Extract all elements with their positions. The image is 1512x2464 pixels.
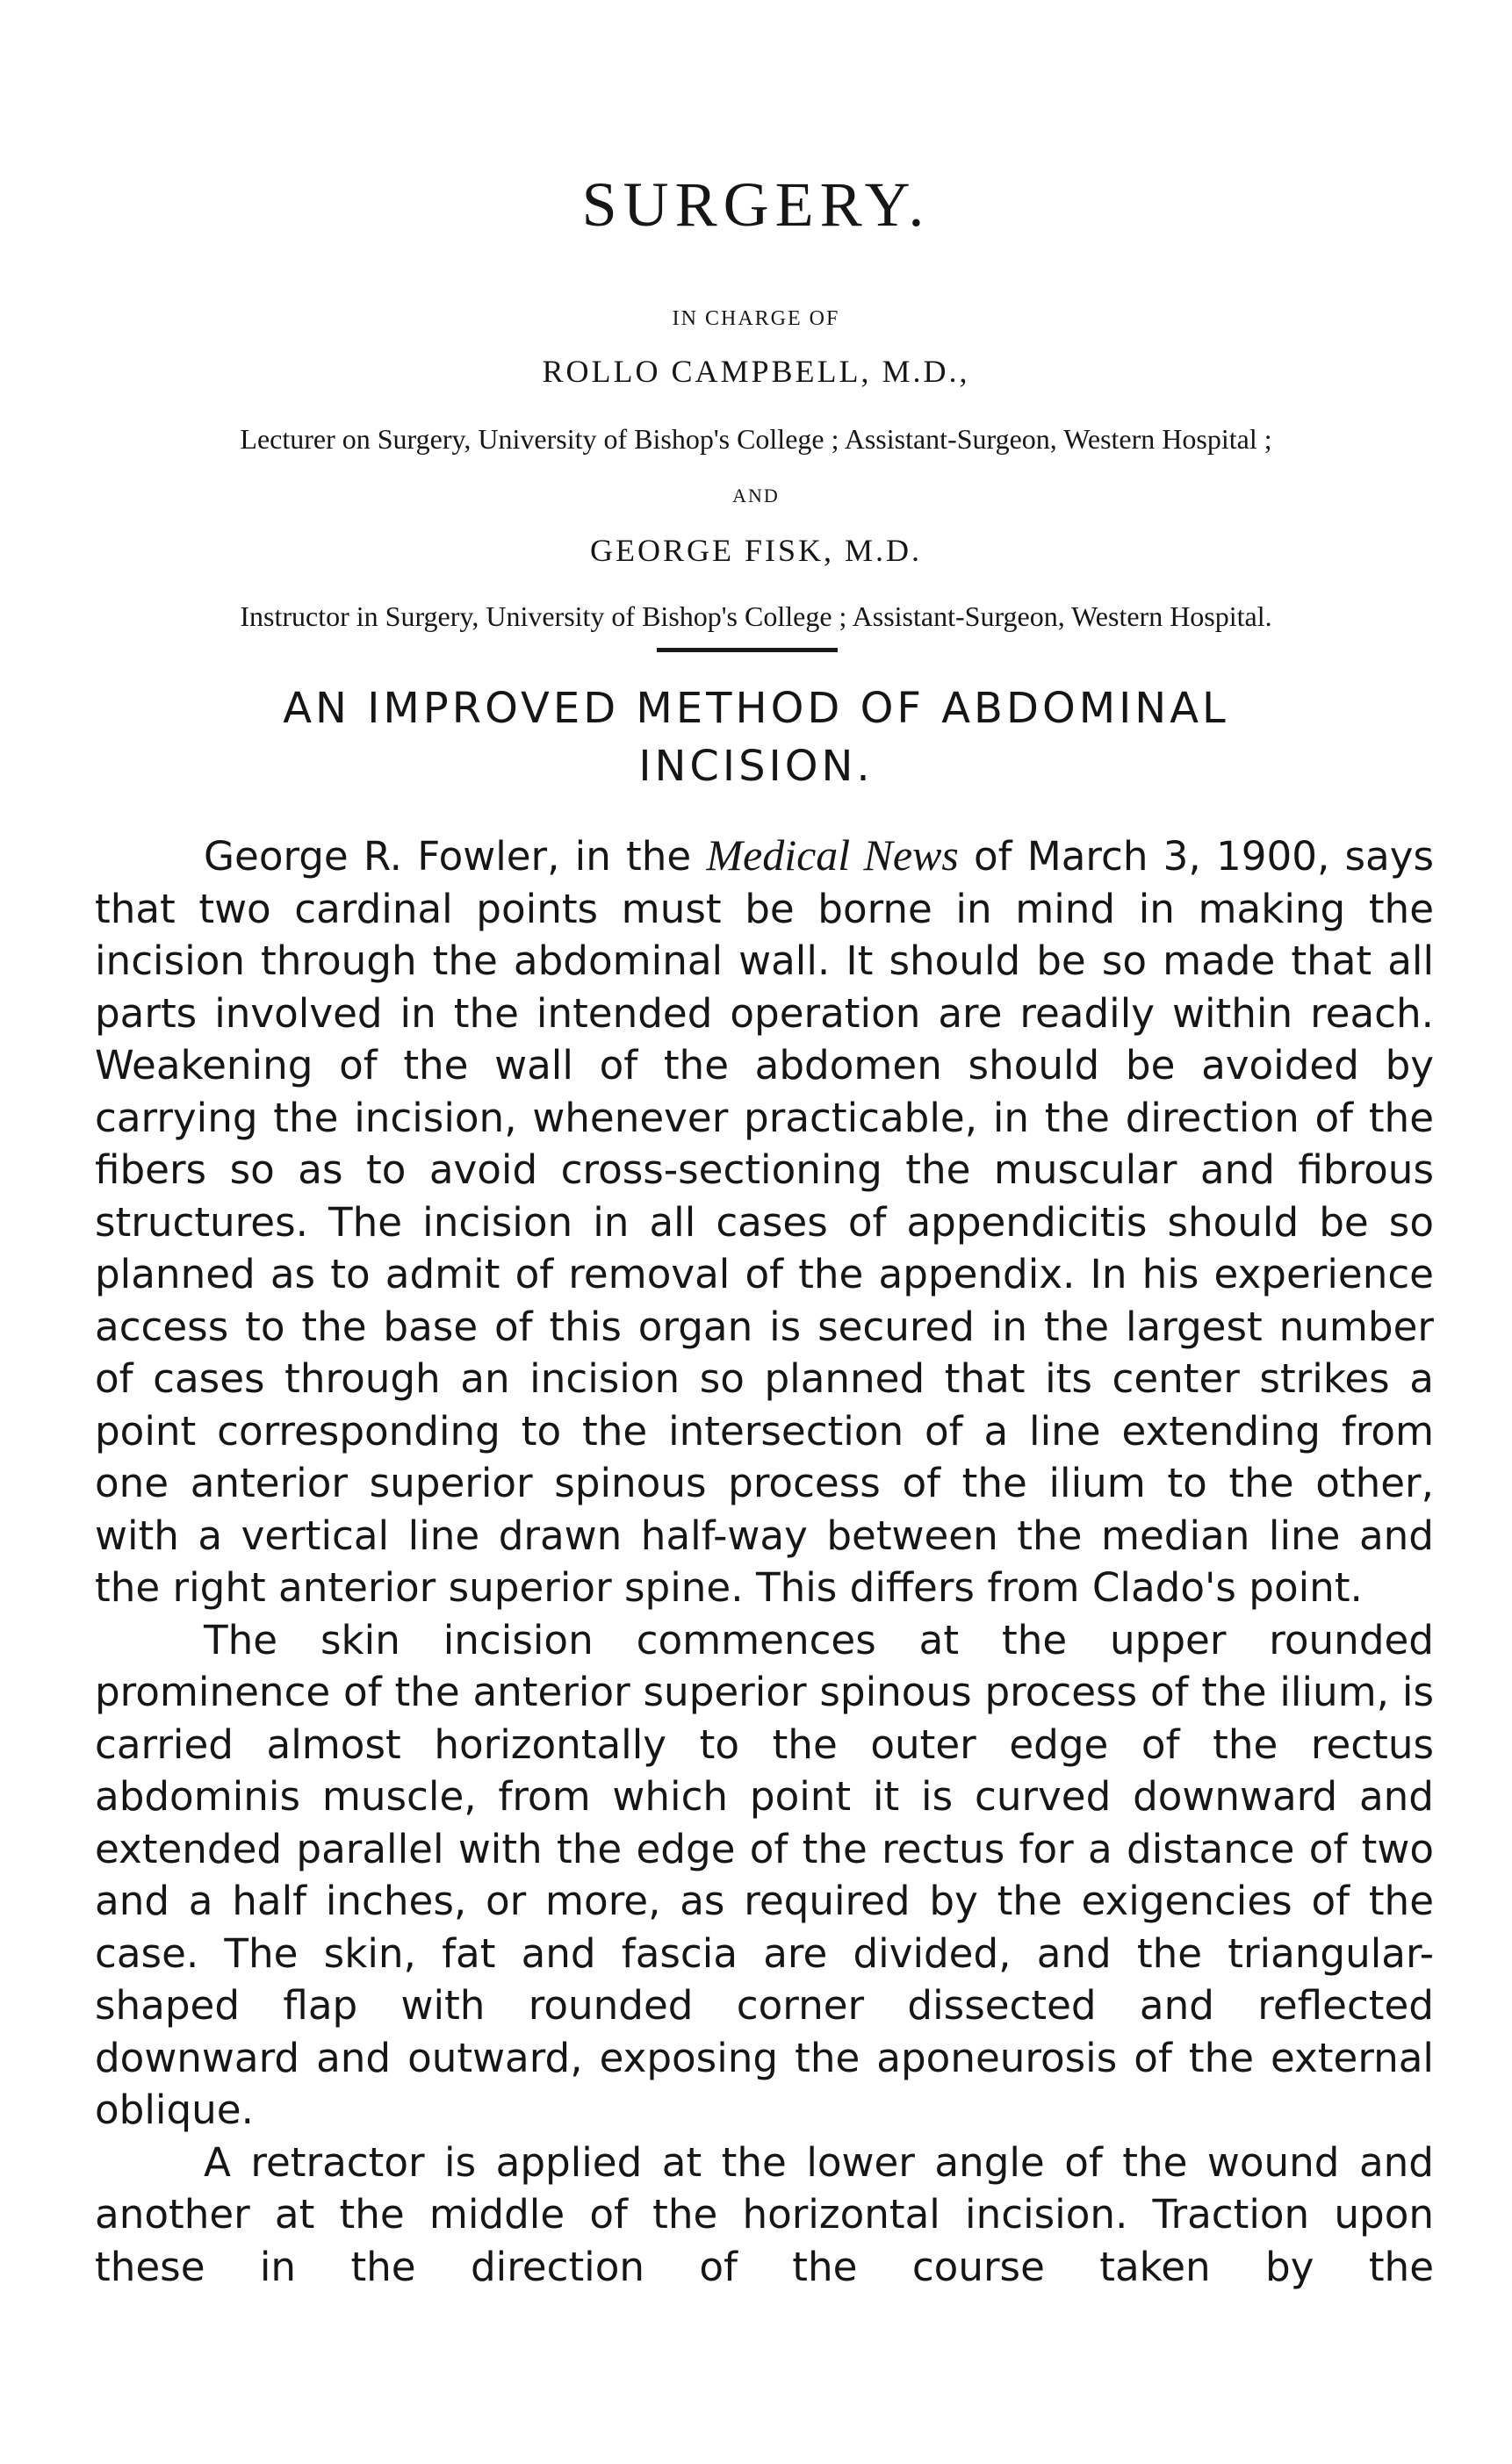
article-title-line-1: AN IMPROVED METHOD OF ABDOMINAL <box>283 684 1229 733</box>
paragraph-1-text-rest: of March 3, 1900, says that two cardinal points must be borne in mind in making the incision through the abdominal wall. It should be so made that all parts involved in the intended operation are readily within reach. Weakening of the wall of the abdomen should be avoided by carrying the incision, whenever practicable, in the direction of the fibers so as to avoid cross-sectioning the muscular and fibrous structures. The incision in all cases of appendicitis should be so planned as to admit of removal of the appendix. In his experience access to the base of this organ is secured in the largest number of cases through an incision so planned that its center strikes a point corresponding to the intersection of a line extending from one anterior superior spinous process of the ilium to the other, with a vertical line drawn half-way between the median line and the right anterior superior spine. This differs from Clado's point. <box>95 833 1435 1611</box>
paragraph-2 <box>95 1614 1434 2137</box>
and-label: AND <box>732 485 780 506</box>
editor-name-2: GEORGE FISK, M.D. <box>589 533 923 568</box>
paragraph-3-text: A retractor is applied at the lower angle of the wound and another at the middle of the horizontal incision. Traction upon these in the direction of the course taken by the <box>95 2138 1434 2290</box>
article-title-line-2: INCISION. <box>638 742 874 791</box>
paragraph-1-text-start: George R. Fowler, in the <box>204 833 707 880</box>
section-title: SURGERY. <box>581 169 931 240</box>
divider-rule <box>657 648 838 652</box>
editor-name-1: ROLLO CAMPBELL, M.D., <box>542 354 970 389</box>
paragraph-2-text: The skin incision commences at the upper rounded prominence of the anterior superior spinous process of the ilium, is carried almost horizontally to the outer edge of the rectus abdominis muscle, from which point it is curved downward and extended parallel with the edge of the rectus for a distance of two and a half inches, or more, as required by the exigencies of the case. The skin, fat and fascia are divided, and the triangular-shaped flap with rounded corner dissected and reflected downward and outward, exposing the aponeurosis of the external oblique. <box>95 1616 1434 2133</box>
journal-name-italic: Medical News <box>706 830 959 880</box>
article-body <box>95 830 1434 2293</box>
editor-title-2: Instructor in Surgery, University of Bishop's College ; Assistant-Surgeon, Western Hospital. <box>240 600 1272 632</box>
editor-title-1: Lecturer on Surgery, University of Bishop's College ; Assistant-Surgeon, Western Hospital ; <box>240 423 1272 455</box>
in-charge-label: IN CHARGE OF <box>672 307 840 330</box>
paragraph-3 <box>95 2137 1434 2294</box>
paragraph-1 <box>95 830 1434 1614</box>
